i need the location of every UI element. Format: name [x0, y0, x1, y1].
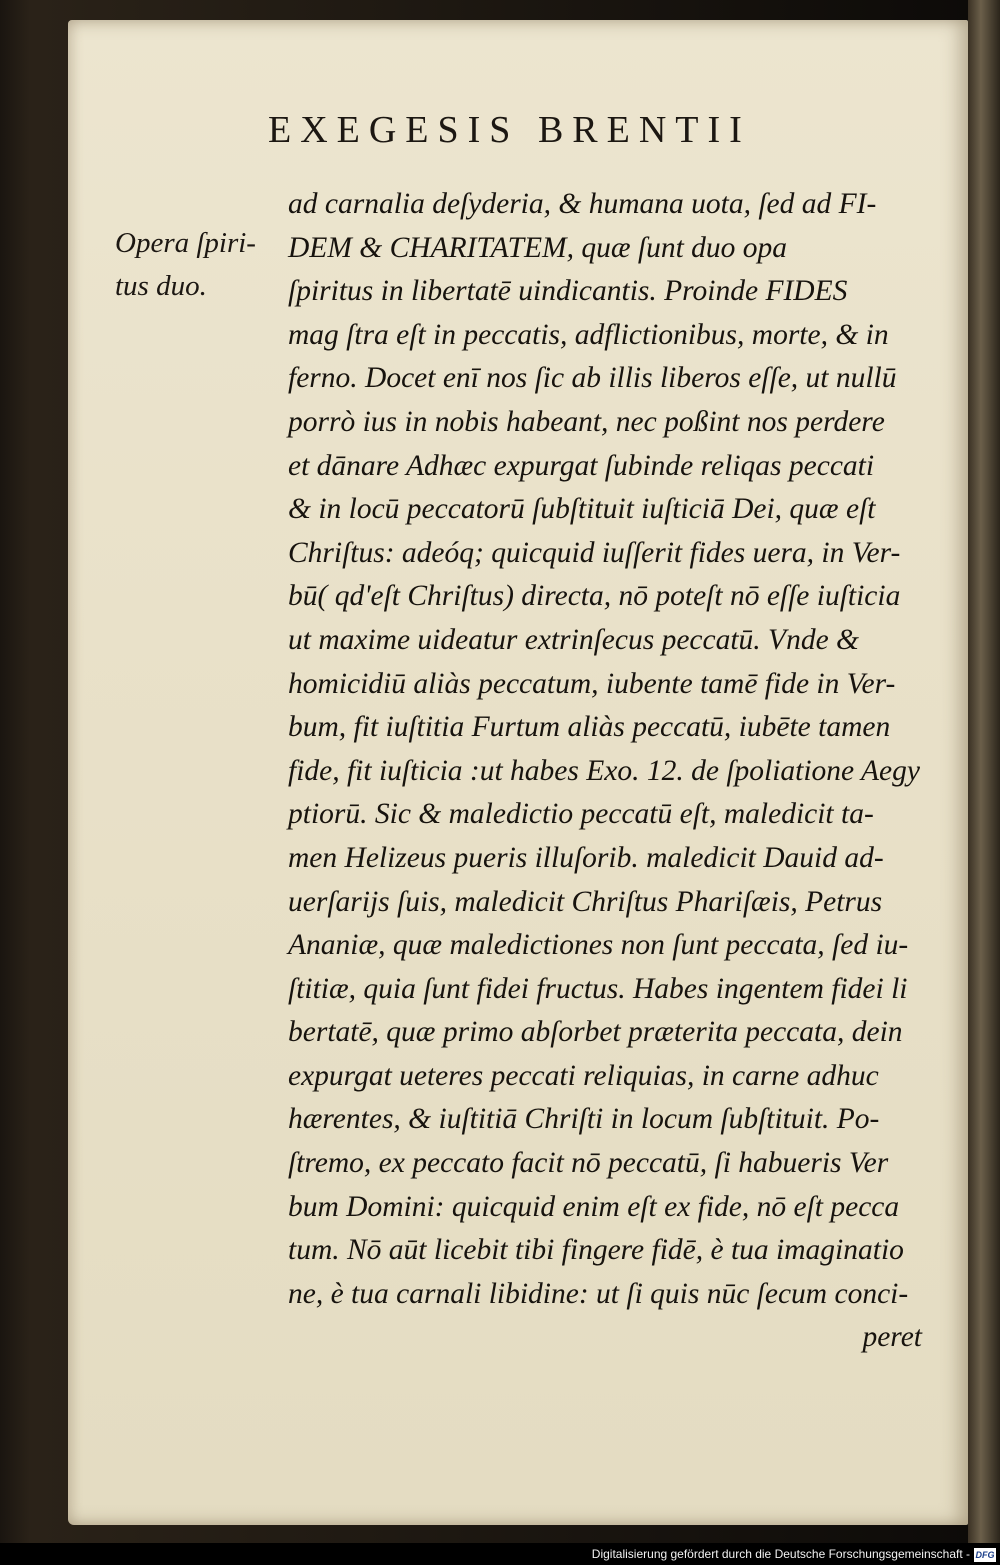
- body-text: [288, 183, 928, 1360]
- digitization-credit: Digitalisierung gefördert durch die Deutsche Forschungsgemeinschaft -: [591, 1547, 970, 1561]
- margin-note-line: Opera ſpiri-: [115, 227, 256, 259]
- text-line: expurgat ueteres peccati reliquias, in carne adhuc: [288, 1059, 879, 1092]
- dfg-logo: DFG: [975, 1550, 995, 1560]
- text-line: ſpiritus in libertatē uindicantis. Proinde FIDES: [288, 275, 848, 308]
- text-line: ne, è tua carnali libidine: ut ſi quis nūc ſecum conci-: [288, 1277, 909, 1310]
- text-line: DEM & CHARITATEM, quæ ſunt duo opa: [288, 231, 788, 264]
- footer-bar: [0, 1543, 1000, 1565]
- text-line: ptiorū. Sic & maledictio peccatū eſt, maledicit ta-: [288, 798, 874, 831]
- text-line: hærentes, & iuſtitiā Chriſti in locum ſubſtituit. Po-: [288, 1103, 880, 1136]
- margin-note-line: tus duo.: [115, 270, 207, 302]
- running-head: EXEGESIS BRENTII: [268, 109, 751, 151]
- text-line: Chriſtus: adeóq; quicquid iuſſerit fides uera, in Ver-: [288, 536, 901, 569]
- text-line: mag ſtra eſt in peccatis, adflictionibus, morte, & in: [288, 318, 889, 351]
- text-line: & in locū peccatorū ſubſtituit iuſticiā Dei, quæ eſt: [288, 493, 876, 526]
- text-line: homicidiū aliàs peccatum, iubente tamē fide in Ver-: [288, 667, 896, 700]
- text-line: Ananiæ, quæ maledictiones non ſunt peccata, ſed iu-: [288, 929, 909, 962]
- text-line: bum, fit iuſtitia Furtum aliàs peccatū, iubēte tamen: [288, 711, 891, 744]
- text-line: ad carnalia deſyderia, & humana uota, ſed ad FI-: [288, 188, 877, 220]
- text-line: bertatē, quæ primo abſorbet præterita peccata, dein: [288, 1016, 903, 1049]
- text-line: ut maxime uideatur extrinſecus peccatū. Vnde &: [288, 623, 859, 656]
- text-line: bum Domini: quicquid enim eſt ex fide, nō eſt pecca: [288, 1190, 900, 1223]
- book-spine-edge: [968, 0, 1000, 1565]
- text-line: bū( qd'eſt Chriſtus) directa, nō poteſt nō eſſe iuſticia: [288, 580, 901, 613]
- text-line: ferno. Docet enī nos ſic ab illis liberos eſſe, ut nullū: [288, 362, 897, 395]
- text-line: et dānare Adhæc expurgat ſubinde reliqas peccati: [288, 449, 875, 482]
- margin-note: [115, 222, 275, 308]
- text-line: porrò ius in nobis habeant, nec poßint nos perdere: [288, 405, 885, 438]
- text-line: men Helizeus pueris illuſorib. maledicit Dauid ad-: [288, 841, 884, 874]
- catchword: peret: [862, 1321, 922, 1354]
- text-line: fide, fit iuſticia :ut habes Exo. 12. de ſpoliatione Aegy: [288, 754, 920, 787]
- text-line: ſtremo, ex peccato facit nō peccatū, ſi habueris Ver: [288, 1147, 889, 1180]
- text-line: ſtitiæ, quia ſunt fidei fructus. Habes ingentem fidei li: [288, 972, 908, 1005]
- text-line: tum. Nō aūt licebit tibi fingere fidē, è tua imaginatio: [288, 1234, 904, 1267]
- text-line: uerſarijs ſuis, maledicit Chriſtus Phariſæis, Petrus: [288, 885, 883, 918]
